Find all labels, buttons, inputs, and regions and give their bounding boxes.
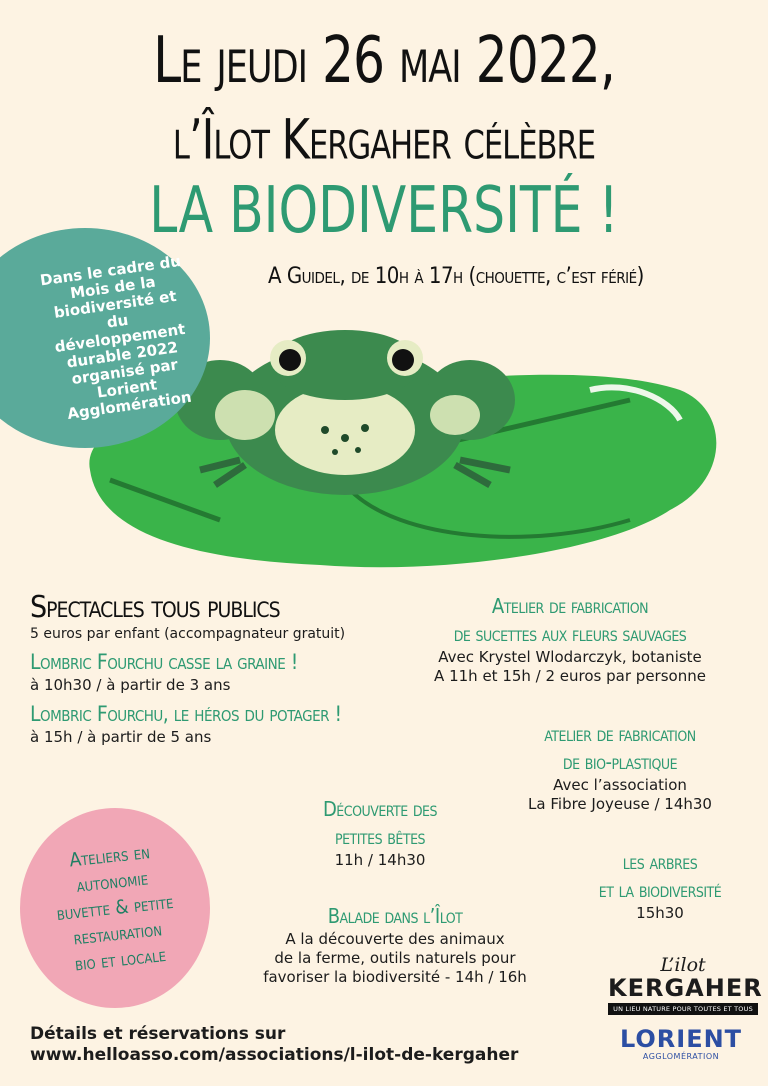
- decouverte-time: 11h / 14h30: [334, 851, 426, 869]
- balade-title: Balade dans l’Îlot: [327, 904, 463, 928]
- title-theme: LA BIODIVERSITÉ !: [149, 173, 619, 248]
- balade-line1: A la découverte des animaux: [285, 930, 505, 948]
- atelier-sucettes-time: A 11h et 15h / 2 euros par personne: [434, 667, 706, 685]
- decouverte-line1: Découverte des: [322, 797, 438, 821]
- show2-title: Lombric Fourchu, le héros du potager !: [30, 702, 342, 726]
- atelier-sucettes-with: Avec Krystel Wlodarczyk, botaniste: [438, 648, 702, 666]
- atelier-bioplastique-time: La Fibre Joyeuse / 14h30: [528, 795, 712, 813]
- kergaher-logo-tagline: UN LIEU NATURE POUR TOUTES ET TOUS: [608, 1003, 758, 1015]
- lorient-logo-sub: AGGLOMÉRATION: [642, 1052, 720, 1061]
- arbres-time: 15h30: [636, 904, 684, 922]
- spectacles-title: Spectacles tous publics: [30, 590, 280, 625]
- pink-badge-line2: autonomie: [75, 867, 150, 897]
- lorient-logo: [616, 1026, 746, 1061]
- balade-line2: de la ferme, outils naturels pour: [274, 949, 516, 967]
- atelier-bioplastique-with: Avec l’association: [553, 776, 687, 794]
- atelier-sucettes-line1: Atelier de fabrication: [491, 594, 649, 618]
- spectacles-section: [30, 590, 410, 747]
- title-venue: l’Îlot Kergaher célèbre: [172, 107, 596, 173]
- kergaher-logo: [608, 954, 763, 1015]
- subtitle-location-hours: A Guidel, de 10h à 17h (chouette, c’est férié): [268, 264, 644, 289]
- footer-link[interactable]: www.helloasso.com/associations/l-ilot-de-kergaher: [30, 1045, 519, 1065]
- show2-info: à 15h / à partir de 5 ans: [30, 728, 212, 746]
- balade-ilot: [240, 902, 550, 987]
- arbres-line1: les arbres: [622, 850, 698, 874]
- decouverte-line2: petites bêtes: [334, 825, 426, 849]
- atelier-sucettes: [400, 592, 740, 686]
- show1-info: à 10h30 / à partir de 3 ans: [30, 676, 231, 694]
- kergaher-logo-main: KERGAHER: [608, 974, 763, 1002]
- decouverte-petites-betes: [290, 795, 470, 870]
- spectacles-price: 5 euros par enfant (accompagnateur gratuit): [30, 626, 346, 642]
- pink-ateliers-badge: [20, 808, 210, 1008]
- pink-badge-line3: buvette & petite: [55, 890, 175, 926]
- balade-line3: favoriser la biodiversité - 14h / 16h: [263, 968, 527, 986]
- atelier-sucettes-line2: de sucettes aux fleurs sauvages: [453, 622, 687, 646]
- atelier-bioplastique-line1: atelier de fabrication: [544, 722, 696, 746]
- footer-line1: Détails et réservations sur: [30, 1024, 286, 1044]
- title-date: Le jeudi 26 mai 2022,: [153, 23, 615, 98]
- les-arbres: [570, 848, 750, 923]
- footer-reservations: [30, 1024, 518, 1066]
- pink-badge-line5: bio et locale: [73, 943, 168, 976]
- teal-badge-text: Dans le cadre du Mois de la biodiversité et du développement durable 2022 organisé par Lorient Agglomération: [38, 251, 193, 423]
- show1-title: Lombric Fourchu casse la graine !: [30, 650, 298, 674]
- atelier-bioplastique-line2: de bio-plastique: [562, 750, 678, 774]
- kergaher-logo-script: L’ilot: [660, 954, 706, 976]
- arbres-line2: et la biodiversité: [598, 878, 722, 902]
- pink-badge-line1: Ateliers en: [68, 841, 151, 872]
- pink-badge-text: [24, 834, 207, 981]
- atelier-bioplastique: [490, 720, 750, 814]
- pink-badge-line4: restauration: [72, 918, 163, 950]
- lorient-logo-main: LORIENT: [619, 1025, 743, 1053]
